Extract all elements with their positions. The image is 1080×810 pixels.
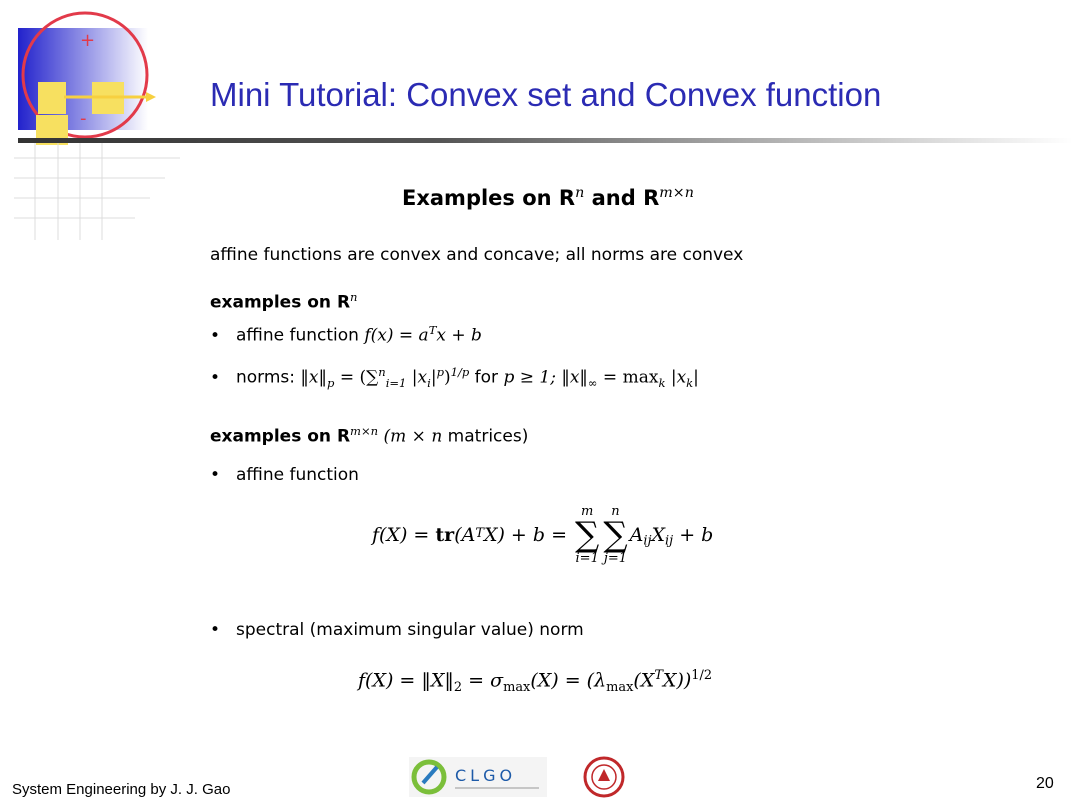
sum-symbol-j: n ∑ j=1 [603,504,628,566]
section1-bullet-2: • norms: $‖x‖_p = (\sum^n_{i=1}$ $|x_i|^p)^{1/p}$ for p ≥ 1; $‖x‖_\infty = \max_k |x_k|$ [210,365,699,391]
section1-heading-sup: n [350,290,358,304]
title-divider [18,138,1073,143]
section2-heading [210,424,528,447]
eq1-right: A [629,524,644,546]
section2-heading-text: examples on R [210,426,351,447]
svg-text:+: + [80,30,96,51]
subheading-sup-2: m×n [659,185,694,201]
s2b1-text: affine function [236,465,359,485]
s1b2-math: ‖x‖ [300,367,328,388]
s1b1-sup: T [428,323,437,337]
subheading-sup-1: n [575,185,585,201]
s1b2-end2: |x [665,367,687,388]
slide-subheading [402,185,694,210]
section1-heading [210,290,357,313]
s1b2-end: = max [597,367,659,388]
s1b2-cond: p ≥ 1; ‖x‖ [503,367,588,388]
s2b2-text: spectral (maximum singular value) norm [236,620,584,640]
subheading-text-1: Examples on R [402,186,576,210]
eq2-a: f(X) = ‖X‖ [358,669,454,692]
s1b2-rest: = (∑ [334,367,379,388]
eq1-mid2: X) + b = [483,524,574,546]
eq1-right3: + b [673,524,714,546]
equation-affine-matrix: $f(X) = tr(A^TX) + b$ = m ∑ i=1 n ∑ j=1 $A_{ij}X_{ij} + b$ [372,504,714,566]
section1-heading-text: examples on R [210,292,351,313]
svg-text:-: - [80,108,87,129]
svg-text:CLGO: CLGO [455,766,517,785]
eq1-tr: tr [435,524,455,546]
section2-heading-tail: matrices) [442,426,529,447]
s1b1-text: affine function [236,325,365,346]
s1b2-text: norms: [236,367,301,388]
bullet-icon: • [210,325,221,346]
slide-decoration-icon [0,0,190,250]
bullet-icon: • [210,367,221,388]
sum-symbol-i: m ∑ i=1 [575,504,600,566]
bullet-icon: • [210,465,221,485]
s1b1-tail: x + b [436,325,482,346]
eq2-b: = σ [462,669,504,692]
page-number: 20 [1036,775,1054,792]
footer-text: System Engineering by J. J. Gao [12,781,231,798]
eq2-d: (X [633,669,655,692]
s1b1-math: f(x) = a [364,325,429,346]
section2-bullet-1 [210,465,359,485]
eq2-e: X)) [662,669,692,692]
eq1-mid: (A [454,524,476,546]
eq2-c: (X) = (λ [530,669,607,692]
slide-title: Mini Tutorial: Convex set and Convex function [210,76,882,113]
eq1-right2: X [651,524,666,546]
s1b2-for: for [469,367,504,388]
university-seal-icon [583,756,625,798]
section2-heading-paren: (m × n [378,426,443,447]
section2-heading-sup: m×n [350,424,379,438]
eq1-left: f(X) = [372,524,436,546]
subheading-text-2: and R [584,186,660,210]
intro-text: affine functions are convex and concave; all norms are convex [210,245,744,265]
s1b2-tail: |x [406,367,428,388]
bullet-icon: • [210,620,221,640]
section2-bullet-2 [210,620,584,640]
equation-spectral-norm: $f(X) = ‖X‖_2 = \sigma_{max}(X) = (\lambda_{max}(X^TX))^{1/2}$ [358,668,713,696]
section1-bullet-1 [210,323,482,346]
clgo-logo-icon [409,757,547,797]
